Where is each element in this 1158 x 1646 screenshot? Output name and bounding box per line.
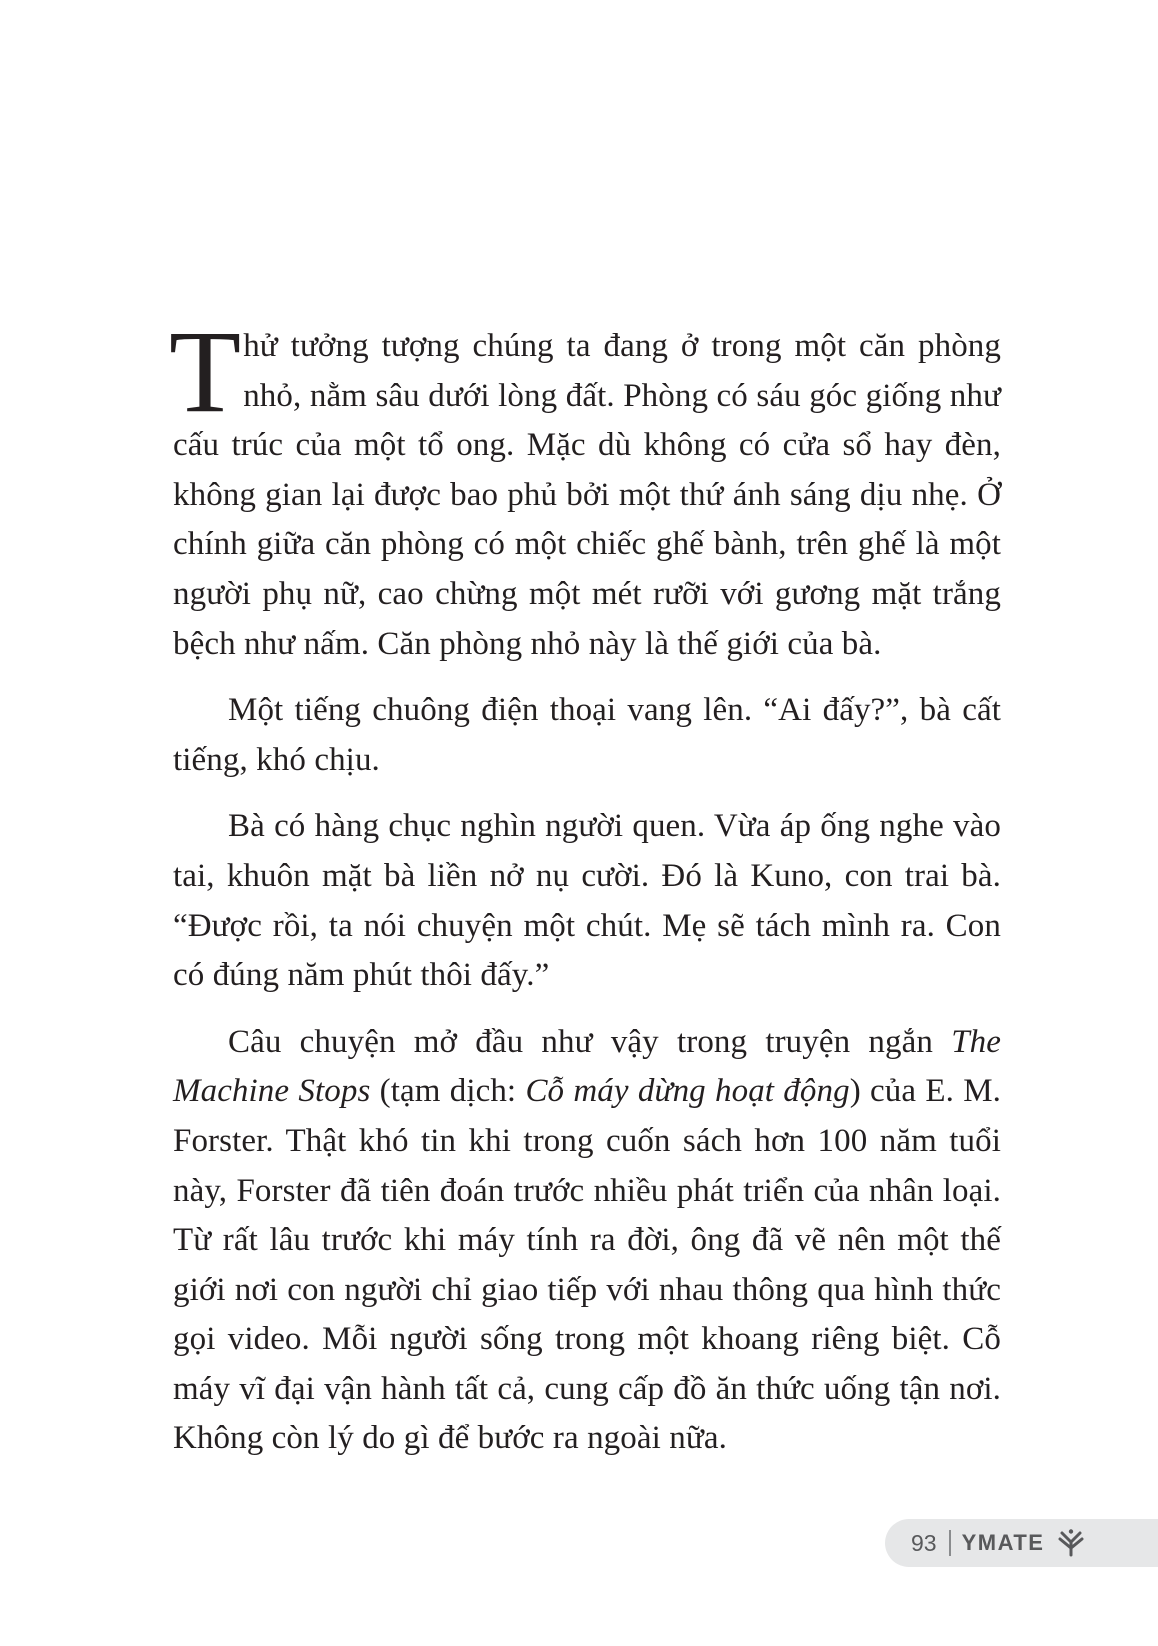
paragraph-1 [169, 306, 1001, 669]
page-number: 93 [911, 1529, 937, 1556]
book-title: The Machine Stops [173, 1023, 1001, 1110]
paragraph-4-text-a: Câu chuyện mở đầu như vậy trong truyện ngắn [228, 1023, 952, 1060]
paragraph-4-text-c: ) của E. M. Forster. Thật khó tin khi trong cuốn sách hơn 100 năm tuổi này, Forster đã tiên đoán trước nhiều phát triển của nhân loại. Từ rất lâu trước khi máy tính ra đời, ông đã vẽ nên một thế giới nơi con người chỉ giao tiếp với nhau thông qua hình thức gọi video. Mỗi người sống trong một khoang riêng biệt. Cỗ máy vĩ đại vận hành tất cả, cung cấp đồ ăn thức uống tận nơi. Không còn lý do gì để bước ra ngoài nữa. [173, 1073, 1001, 1457]
paragraph-2: Một tiếng chuông điện thoại vang lên. “Ai đấy?”, bà cất tiếng, khó chịu. [173, 692, 1001, 778]
footer-divider [949, 1530, 951, 1556]
paragraph-4-text-b: (tạm dịch: [370, 1073, 526, 1110]
brand-name: YMATE [961, 1530, 1045, 1555]
paragraph-1-text: hử tưởng tượng chúng ta đang ở trong một căn phòng nhỏ, nằm sâu dưới lòng đất. Phòng có sáu góc giống như cấu trúc của một tổ ong. Mặc dù không có cửa sổ hay đèn, không gian lại được bao phủ bởi một thứ ánh sáng dịu nhẹ. Ở chính giữa căn phòng có một chiếc ghế bành, trên ghế là một người phụ nữ, cao chừng một mét rưỡi với gương mặt trắng bệch như nấm. Căn phòng nhỏ này là thế giới của bà. [173, 328, 1001, 662]
ymate-logo-icon [1056, 1528, 1086, 1558]
page-footer-tab [885, 1519, 1158, 1567]
drop-cap: T [169, 306, 242, 437]
article-body [169, 306, 1001, 1481]
paragraph-3: Bà có hàng chục nghìn người quen. Vừa áp ống nghe vào tai, khuôn mặt bà liền nở nụ cười. Đó là Kuno, con trai bà. “Được rồi, ta nói chuyện một chút. Mẹ sẽ tách mình ra. Con có đúng năm phút thôi đấy.” [173, 808, 1001, 994]
book-title-translation: Cỗ máy dừng hoạt động [525, 1073, 850, 1110]
paragraph-4 [173, 1018, 1001, 1464]
